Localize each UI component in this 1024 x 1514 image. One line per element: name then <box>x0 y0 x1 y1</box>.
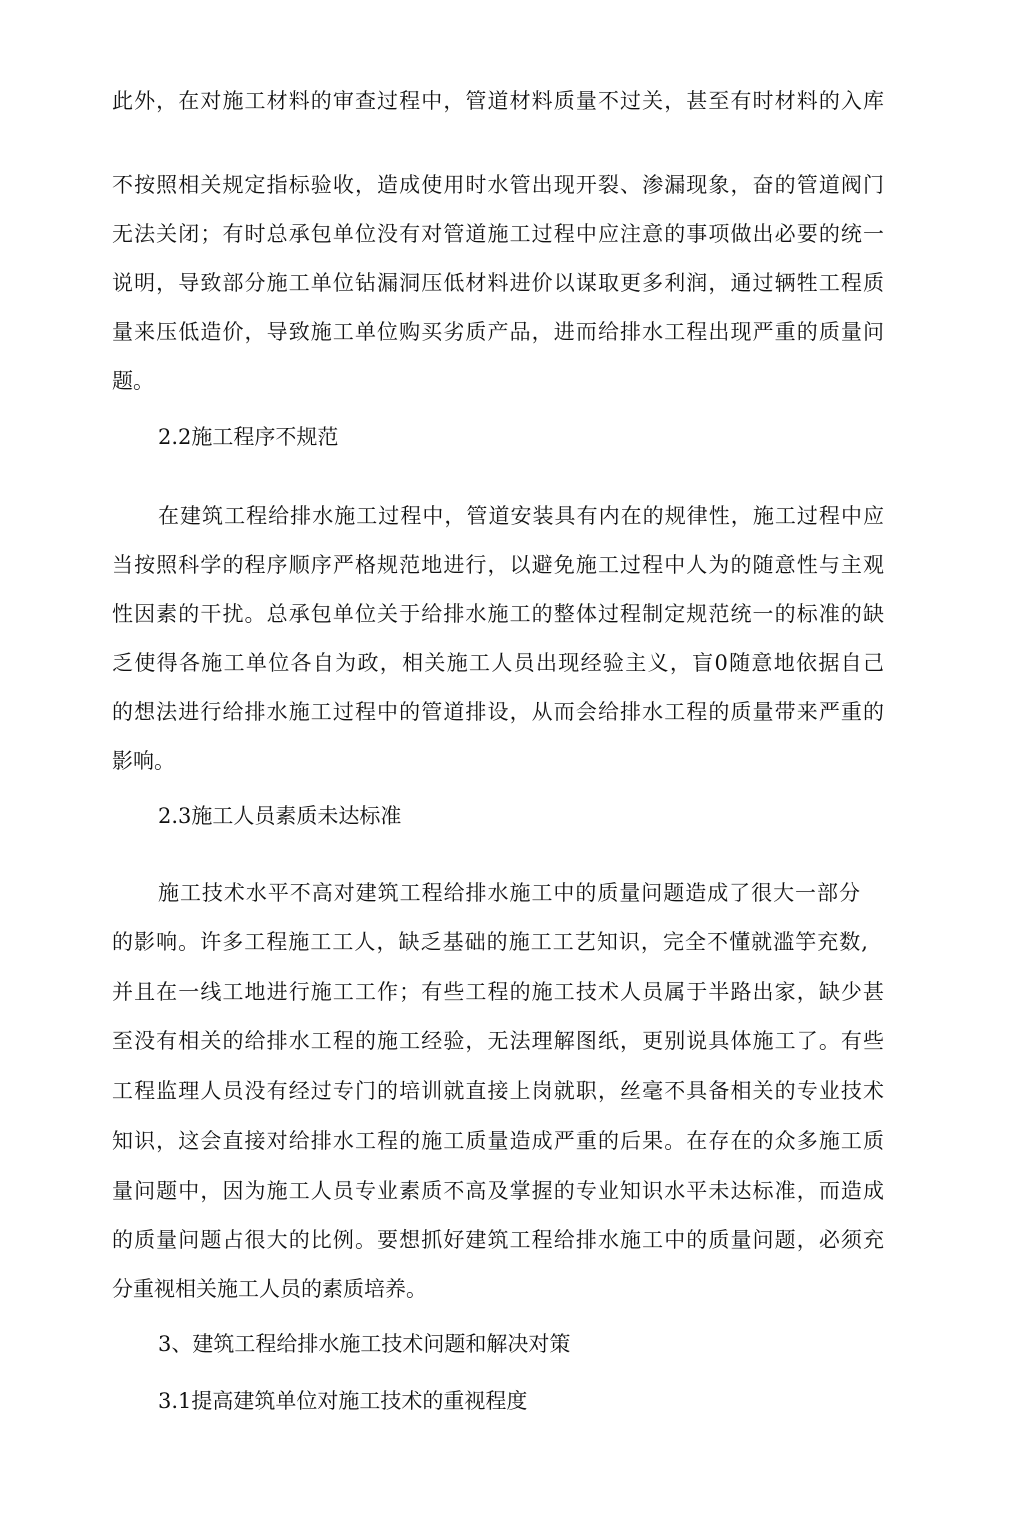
intro-line-5: 量来压低造价，导致施工单位购买劣质产品，进而给排水工程出现严重的质量问 <box>112 320 884 344</box>
section-2-3-line-4: 至没有相关的给排水工程的施工经验，无法理解图纸，更别说具体施工了。有些 <box>112 1029 884 1053</box>
section-2-3-heading: 2.3施工人员素质未达标准 <box>158 804 402 828</box>
section-3-heading: 3、建筑工程给排水施工技术问题和解决对策 <box>158 1332 571 1356</box>
section-2-3-line-6: 知识，这会直接对给排水工程的施工质量造成严重的后果。在存在的众多施工质 <box>112 1129 884 1153</box>
section-2-2-line-4: 乏使得各施工单位各自为政，相关施工人员出现经验主义，盲0随意地依据自己 <box>112 651 884 675</box>
intro-line-6: 题。 <box>112 369 154 393</box>
intro-line-4: 说明，导致部分施工单位钻漏洞压低材料进价以谋取更多利润，通过辆牲工程质 <box>112 271 884 295</box>
section-2-3-line-3: 并且在一线工地进行施工工作；有些工程的施工技术人员属于半路出家，缺少甚 <box>112 980 884 1004</box>
section-3-1-heading: 3.1提高建筑单位对施工技术的重视程度 <box>158 1389 528 1413</box>
section-2-2-line-3: 性因素的干扰。总承包单位关于给排水施工的整体过程制定规范统一的标准的缺 <box>112 602 884 626</box>
section-2-3-line-5: 工程监理人员没有经过专门的培训就直接上岗就职，丝毫不具备相关的专业技术 <box>112 1079 884 1103</box>
section-2-2-line-1: 在建筑工程给排水施工过程中，管道安装具有内在的规律性，施工过程中应 <box>158 504 884 528</box>
section-2-2-line-5: 的想法进行给排水施工过程中的管道排设，从而会给排水工程的质量带来严重的 <box>112 700 884 724</box>
section-2-3-line-8: 的质量问题占很大的比例。要想抓好建筑工程给排水施工中的质量问题，必须充 <box>112 1228 884 1252</box>
intro-line-3: 无法关闭；有时总承包单位没有对管道施工过程中应注意的事项做出必要的统一 <box>112 222 884 246</box>
section-2-2-line-2: 当按照科学的程序顺序严格规范地进行，以避免施工过程中人为的随意性与主观 <box>112 553 884 577</box>
section-2-3-line-9: 分重视相关施工人员的素质培养。 <box>112 1277 427 1301</box>
intro-line-1: 此外，在对施工材料的审查过程中，管道材料质量不过关，甚至有时材料的入库 <box>112 89 884 113</box>
section-2-2-line-6: 影响。 <box>112 749 175 773</box>
intro-line-2: 不按照相关规定指标验收，造成使用时水管出现开裂、渗漏现象，奋的管道阀门 <box>112 173 884 197</box>
section-2-3-line-1: 施工技术水平不高对建筑工程给排水施工中的质量问题造成了很大一部分 <box>158 881 860 905</box>
section-2-2-heading: 2.2施工程序不规范 <box>158 425 339 449</box>
section-2-3-line-2: 的影响。许多工程施工工人，缺乏基础的施工工艺知识，完全不懂就滥竽充数, <box>112 930 868 954</box>
section-2-3-line-7: 量问题中，因为施工人员专业素质不高及掌握的专业知识水平未达标准，而造成 <box>112 1179 884 1203</box>
